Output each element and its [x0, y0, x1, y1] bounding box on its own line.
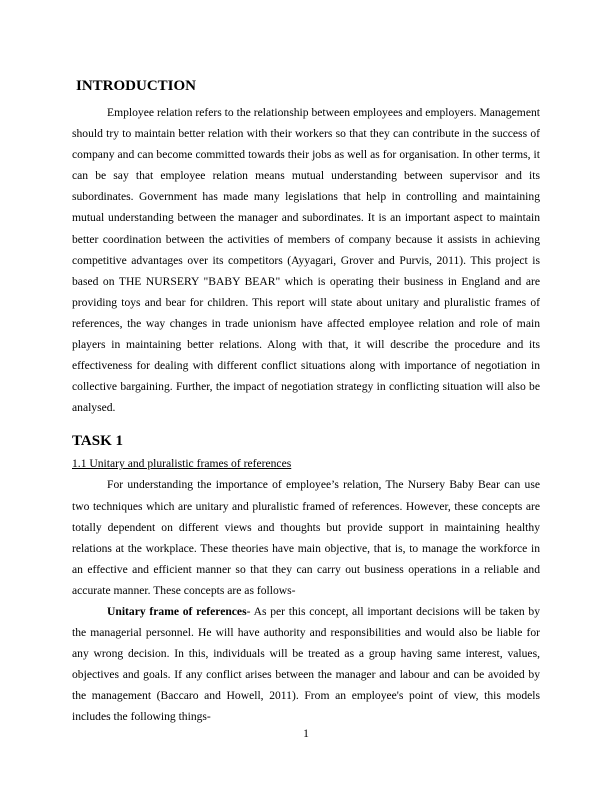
- unitary-frame-text: - As per this concept, all important decisions will be taken by the managerial personnel. He will have authority and responsibilities and would also be liable for any wrong decision. In this, individuals will be treated as a group having same interest, values, objectives and goals. If any conflict arises between the manager and labour and can be avoided by the management (Baccaro and Howell, 2011). From an employee's point of view, this models includes the following things-: [72, 604, 540, 724]
- unitary-frame-lead: Unitary frame of references: [107, 604, 247, 618]
- introduction-heading: INTRODUCTION: [76, 78, 197, 94]
- page-number: 1: [303, 727, 309, 740]
- introduction-paragraph: Employee relation refers to the relationship between employees and employers. Management should try to maintain better relation with their workers so that they can contribute in the success of company and can become committed towards their jobs as well as for organisation. In other terms, it can be say that employee relation means mutual understanding between supervisor and its subordinates. Government has made many legislations that help in controlling and maintaining mutual understanding between the manager and subordinates. It is an important aspect to maintain better coordination between the activities of members of company because it assists in achieving competitive advantages over its competitors (Ayyagari, Grover and Purvis, 2011). This project is based on THE NURSERY "BABY BEAR" which is operating their business in England and are providing toys and bear for children. This report will state about unitary and pluralistic frames of references, the way changes in trade unionism have affected employee relation and role of main players in maintaining better relations. Along with that, it will describe the procedure and its effectiveness for dealing with different conflict situations along with importance of negotiation in collective bargaining. Further, the impact of negotiation strategy in conflicting situation will also be analysed.: [72, 106, 540, 415]
- task1-heading: TASK 1: [72, 433, 123, 450]
- task1-paragraph-2: [72, 601, 540, 728]
- task1-paragraph-1: For understanding the importance of employee’s relation, The Nursery Baby Bear can use two techniques which are unitary and pluralistic framed of references. However, these concepts are totally dependent on different views and thoughts but provide support in maintaining healthy relations at the workplace. These theories have main objective, that is, to manage the workforce in an effective and efficient manner so that they can carry out business operations in a reliable and accurate manner. These concepts are as follows-: [72, 478, 540, 597]
- task1-subheading: 1.1 Unitary and pluralistic frames of references: [72, 457, 292, 471]
- document-page: [72, 76, 540, 728]
